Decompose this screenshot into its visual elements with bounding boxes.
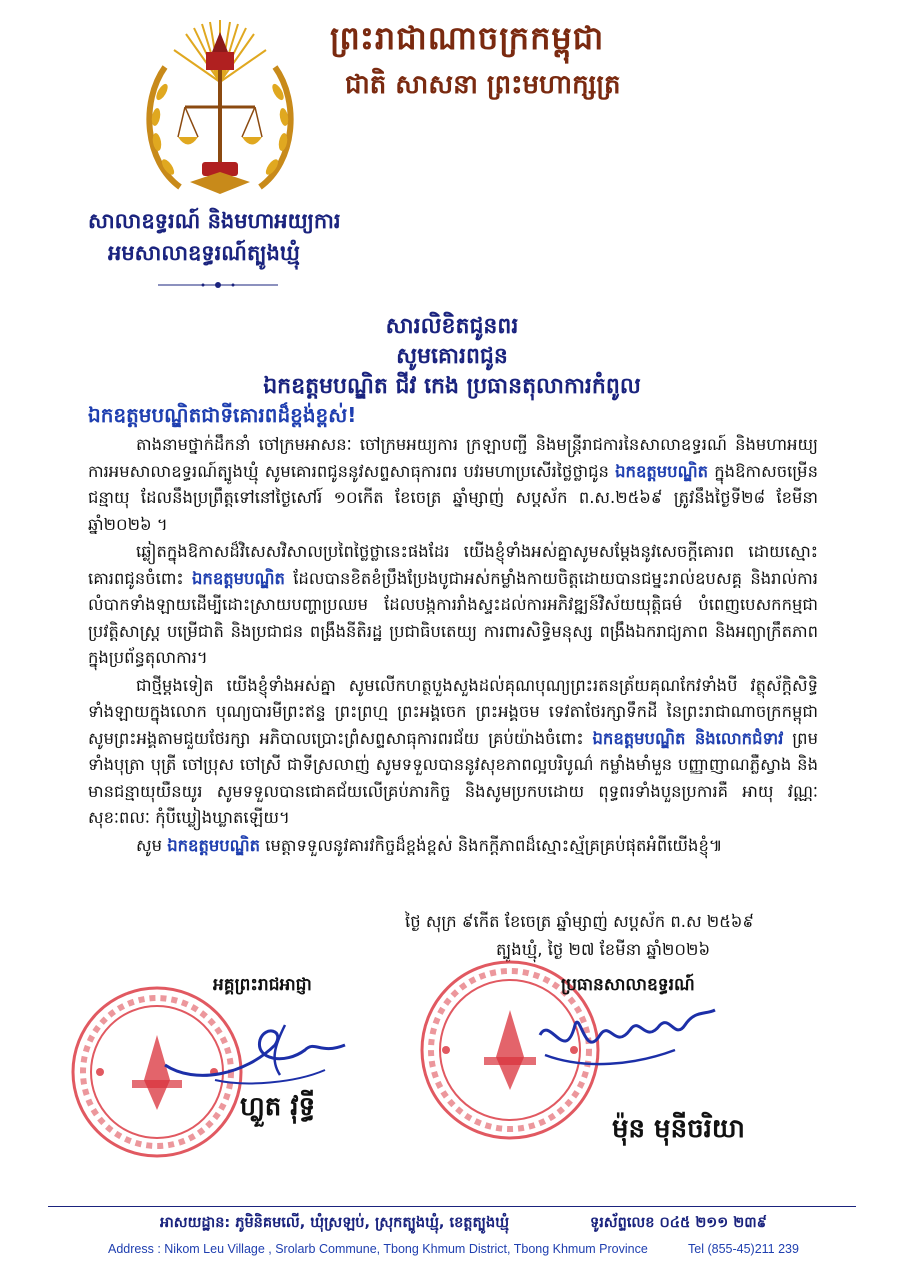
lunar-date: ថ្ងៃ សុក្រ ៩កើត ខែចេត្រ ឆ្នាំម្សាញ់ សប្តស័ក ព.ស ២៥៦៩ bbox=[405, 912, 755, 931]
paragraph-3 bbox=[88, 673, 818, 832]
letter-title: សារលិខិតជូនពរ bbox=[385, 314, 519, 339]
paragraph-1 bbox=[88, 432, 818, 538]
paragraph-text: ដែលបានខិតខំប្រឹងប្រែងបូជាអស់កម្លាំងកាយចិត្តដោយបានជម្នះរាល់ឧបសគ្គ និងរាល់ការលំបាកទាំងឡាយដើម្បីដោះស្រាយបញ្ហាប្រឈម ដែលបង្កការរាំងស្ទះដល់ការអភិវឌ្ឍន៍វិស័យយុត្តិធម៌ បំពេញបេសកកម្មជាប្រវត្តិសាស្ត្រ បម្រើជាតិ និងប្រជាជន ពង្រឹងនីតិរដ្ឋ ប្រជាធិបតេយ្យ ការពារសិទ្ធិមនុស្ស ពង្រឹងឯករាជ្យភាព និងអព្យាក្រឹតភាពក្នុងប្រព័ន្ធតុលាការ។ bbox=[88, 568, 818, 667]
paragraph-text: តាងនាមថ្នាក់ដឹកនាំ ចៅក្រមអាសនៈ ចៅក្រមអយ្យការ ក្រឡាបញ្ជី និងមន្ត្រីរាជការនៃសាលាឧទ្ធរណ៍ និងមហាអយ្យការអមសាលាឧទ្ធរណ៍ត្បូងឃ្មុំ សូមគោរពជូននូវសព្ទសាធុការពរ បវរមហាប្រសើរថ្លៃថ្លាជូន bbox=[88, 435, 818, 481]
left-signatory-title: អគ្គព្រះរាជអាជ្ញា bbox=[213, 975, 312, 995]
emphasis-text: ឯកឧត្តមបណ្ឌិត bbox=[167, 835, 261, 855]
footer-address-english: Address : Nikom Leu Village , Srolarb Commune, Tbong Khmum District, Tbong Khmum Province bbox=[108, 1242, 648, 1256]
footer-divider bbox=[48, 1206, 856, 1207]
ornament-divider bbox=[158, 274, 278, 282]
kingdom-title: ព្រះរាជាណាចក្រកម្ពុជា bbox=[330, 19, 605, 57]
court-name-line2: អមសាលាឧទ្ធរណ៍ត្បូងឃ្មុំ bbox=[108, 241, 300, 265]
paragraph-text: មេត្តាទទួលនូវគារវកិច្ចដ៏ខ្ពង់ខ្ពស់ និងកក្តីភាពដ៏ស្មោះស្ម័គ្រគ្រប់ផុតអំពីយើងខ្ញុំ៕ bbox=[265, 835, 723, 855]
right-handwritten-signature bbox=[525, 995, 725, 1080]
paragraph-2 bbox=[88, 539, 818, 672]
court-name-line1: សាលាឧទ្ធរណ៍ និងមហាអយ្យការ bbox=[88, 209, 341, 233]
solar-date: ត្បូងឃ្មុំ, ថ្ងៃ ២៧ ខែមីនា ឆ្នាំ២០២៦ bbox=[496, 940, 711, 959]
right-signatory-name: ម៉ុន មុនីចរិយា bbox=[612, 1114, 745, 1144]
paragraph-4 bbox=[88, 833, 818, 860]
letter-recipient: ឯកឧត្តមបណ្ឌិត ជីវ កេង ប្រធានតុលាការកំពូល bbox=[263, 374, 641, 399]
salutation: ឯកឧត្តមបណ្ឌិតជាទីគោរពដ៏ខ្ពង់ខ្ពស់! bbox=[88, 403, 357, 427]
paragraph-text: ព្រមទាំងបុត្រា បុត្រី ចៅប្រុស ចៅស្រី ជាទីស្រលាញ់ សូមទទួលបាននូវសុខភាពល្អបរិបូណ៌ កម្លាំងមាំមួន បញ្ញាញាណភ្លឺស្វាង និងមានជន្មាយុយឺនយូរ សូមទទួលបានជោគជ័យលើគ្រប់ភារកិច្ច និងសូមប្រកបដោយ ពុទ្ធពរទាំងបួនប្រការគឺ អាយុ វណ្ណៈ សុខៈពលៈ កុំបីឃ្លៀងឃ្លាតឡើយ។ bbox=[88, 728, 818, 827]
paragraph-text: សូម bbox=[136, 835, 163, 855]
footer-phone-khmer: ទូរស័ព្ទលេខ ០៤៥ ២១១ ២៣៩ bbox=[590, 1215, 767, 1231]
emphasis-text: ឯកឧត្តមបណ្ឌិត និងលោកជំទាវ bbox=[592, 728, 784, 748]
emphasis-text: ឯកឧត្តមបណ្ឌិត bbox=[192, 568, 285, 588]
court-emblem bbox=[140, 12, 300, 202]
footer-address-khmer: អាសយដ្ឋាន: ភូមិនិគមលើ, ឃុំស្រឡប់, ស្រុកត្បូងឃ្មុំ, ខេត្តត្បូងឃ្មុំ bbox=[160, 1215, 510, 1231]
paragraph-text: ឆ្លៀតក្នុងឱកាសដ៏វិសេសវិសាលប្រពៃថ្លៃថ្លានេះផងដែរ យើងខ្ញុំទាំងអស់គ្នាសូមសម្តែងនូវសេចក្តីគោរព ដោយស្មោះគោរពជូនចំពោះ bbox=[88, 542, 818, 588]
letter-subtitle: សូមគោរពជូន bbox=[396, 344, 508, 369]
footer-phone-english: Tel (855-45)211 239 bbox=[688, 1242, 799, 1256]
right-signatory-title: ប្រធានសាលាឧទ្ធរណ៍ bbox=[561, 975, 695, 995]
left-handwritten-signature bbox=[155, 1005, 355, 1090]
paragraph-text: ក្នុងឱកាសចម្រើនជន្មាយុ ដែលនឹងប្រព្រឹត្តទៅនៅថ្ងៃសៅរ៍ ១០កើត ខែចេត្រ ឆ្នាំម្សាញ់ សប្តស័ក ព.ស.២៥៦៩ ត្រូវនឹងថ្ងៃទី២៨ ខែមីនា ឆ្នាំ២០២៦ ។ bbox=[88, 461, 818, 534]
left-signatory-name: ហ្លួត វុទ្ធី bbox=[240, 1092, 316, 1122]
emphasis-text: ឯកឧត្តមបណ្ឌិត bbox=[615, 461, 708, 481]
paragraph-text: ជាថ្មីម្តងទៀត យើងខ្ញុំទាំងអស់គ្នា សូមលើកហត្ថបួងសួងដល់គុណបុណ្យព្រះរតនត្រ័យគុណកែវទាំងបី វត្ថុស័ក្តិសិទ្ធិទាំងឡាយក្នុងលោក បុណ្យបារមីព្រះឥន្ទ ព្រះព្រហ្ម ព្រះអង្គចេក ព្រះអង្គចម ទេវតាថែរក្សាទឹកដី នៃព្រះរាជាណាចក្រកម្ពុជា សូមព្រះអង្គតាមជួយថែរក្សា អភិបាលប្រោះព្រំសព្ទសាធុការពរជ័យ គ្រប់យ៉ាងចំពោះ bbox=[88, 675, 818, 748]
national-motto: ជាតិ សាសនា ព្រះមហាក្សត្រ bbox=[345, 70, 621, 100]
letter-body bbox=[88, 432, 818, 860]
